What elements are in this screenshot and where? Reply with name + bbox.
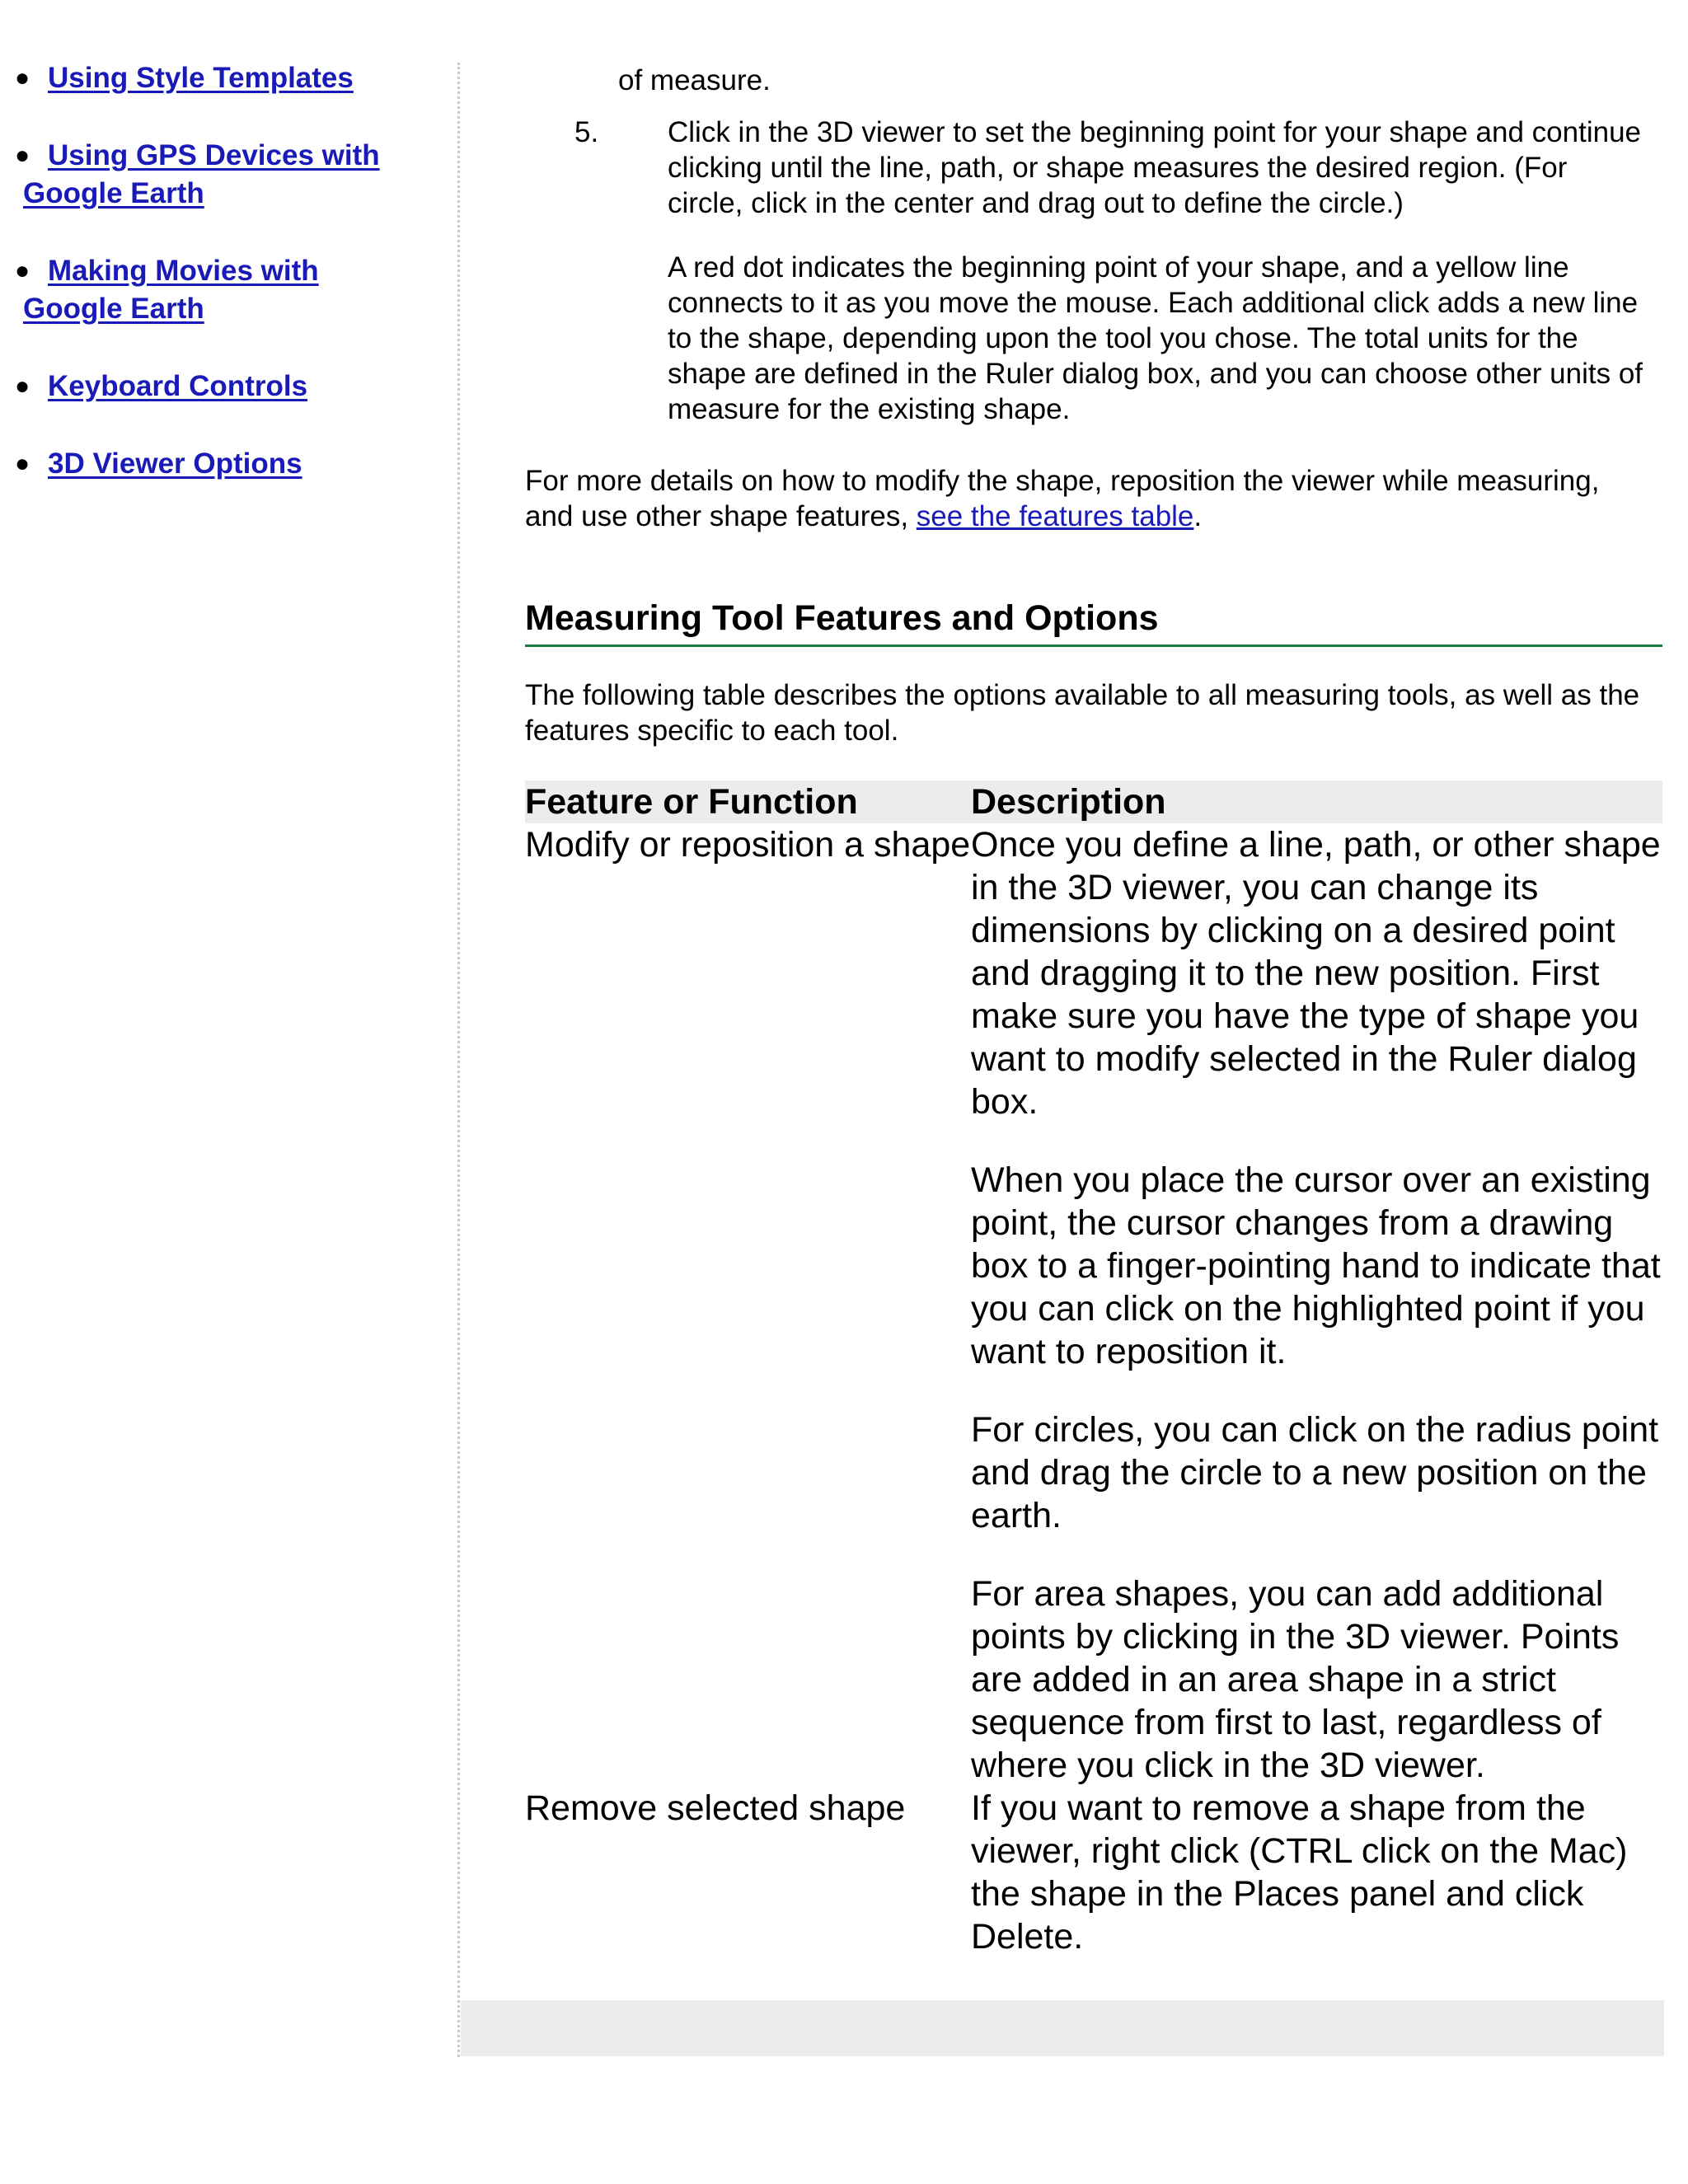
sidebar-item-3d-viewer-options [15,445,427,483]
table-row [525,1787,1662,1958]
column-header-feature: Feature or Function [525,780,971,823]
table-header-row [525,780,1662,823]
bullet-icon: ● [15,373,30,400]
sidebar-nav [0,0,457,2184]
features-table [525,780,1662,1958]
section-heading: Measuring Tool Features and Options [525,592,1662,647]
description-cell [971,1787,1662,1958]
sidebar-item-style-templates [15,59,427,97]
bullet-icon: ● [15,142,30,169]
sidebar-link-making-movies-cont[interactable]: Google Earth [23,293,204,325]
description-paragraph: When you place the cursor over an existing point, the cursor changes from a drawing box to a finger-pointing hand to indicate that you can click on the highlighted point if you want to reposition it. [971,1160,1661,1371]
step-number: 5. [574,116,599,148]
sidebar-link-3d-viewer-options[interactable]: 3D Viewer Options [48,448,302,480]
bullet-icon: ● [15,257,30,284]
description-paragraph: If you want to remove a shape from the viewer, right click (CTRL click on the Mac) the shape in the Places panel and click Delete. [971,1788,1628,1957]
feature-cell: Modify or reposition a shape [525,825,971,865]
footer-bar [461,2000,1664,2056]
description-paragraph: Once you define a line, path, or other shape in the 3D viewer, you can change its dimensions by clicking on a desired point and dragging it to the new position. First make sure you have the type of shape you want to modify selected in the Ruler dialog box. [971,825,1661,1122]
step-paragraph: Click in the 3D viewer to set the beginning point for your shape and continue clicking until the line, path, or shape measures the desired region. (For circle, click in the center and drag out to define the circle.) [668,116,1641,219]
description-cell [971,823,1662,1787]
sidebar-divider [457,63,460,2057]
more-details-end: . [1193,500,1203,532]
sidebar-link-making-movies[interactable]: Making Movies with [48,255,319,287]
bullet-icon: ● [15,450,30,477]
sidebar-item-making-movies [15,252,427,328]
continued-text: of measure. [618,64,771,96]
sidebar-link-style-templates[interactable]: Using Style Templates [48,62,354,94]
sidebar-link-keyboard-controls[interactable]: Keyboard Controls [48,370,308,402]
description-paragraph: For area shapes, you can add additional points by clicking in the 3D viewer. Points are added in an area shape in a strict sequence from first to last, regardless of where you click in the 3D viewer. [971,1574,1620,1785]
sidebar-link-gps-devices-cont[interactable]: Google Earth [23,177,204,209]
column-header-description: Description [971,780,1662,823]
sidebar-link-list [15,59,427,523]
intro-paragraph: The following table describes the options available to all measuring tools, as well as the features specific to each tool. [525,679,1640,747]
step-5 [574,115,1646,456]
description-paragraph: For circles, you can click on the radius point and drag the circle to a new position on the earth. [971,1410,1659,1535]
more-details-paragraph [525,463,1646,534]
features-table-link[interactable]: see the features table [916,500,1194,532]
more-details-text: For more details on how to modify the shape, reposition the viewer while measuring, and use other shape features, [525,465,1600,532]
bullet-icon: ● [15,64,30,91]
step-paragraph: A red dot indicates the beginning point of your shape, and a yellow line connects to it as you move the mouse. Each additional click adds a new line to the shape, depending upon the tool you chose. The total units for the shape are defined in the Ruler dialog box, and you can choose other units of measure for the existing shape. [668,251,1643,425]
sidebar-link-gps-devices[interactable]: Using GPS Devices with [48,139,380,171]
feature-cell: Remove selected shape [525,1788,906,1828]
sidebar-item-keyboard-controls [15,368,427,405]
sidebar-item-gps-devices [15,137,427,213]
table-row [525,823,1662,1787]
step-body [668,115,1646,427]
